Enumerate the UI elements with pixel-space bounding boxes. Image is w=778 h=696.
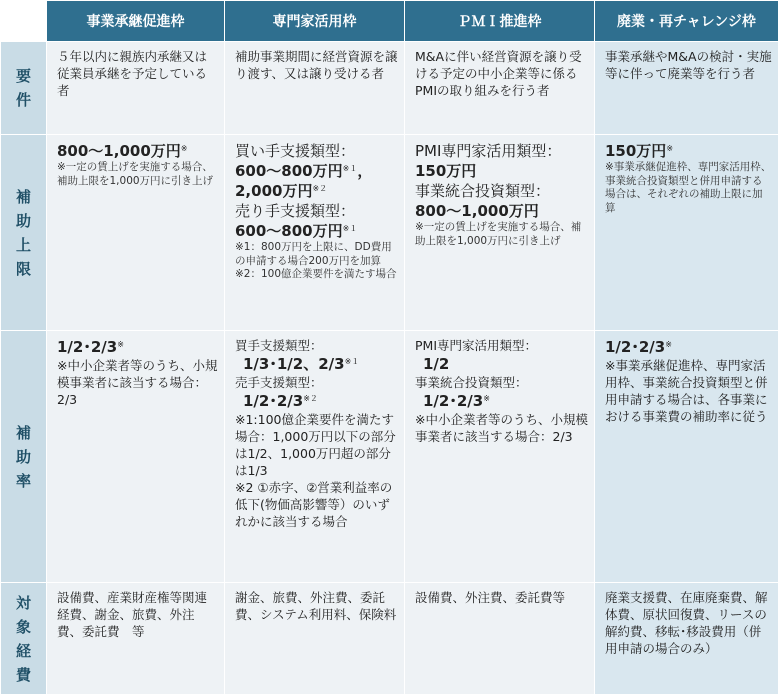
row-label-rate: 補助率 [1, 331, 47, 583]
cap-pmi [405, 135, 595, 331]
rate-succession [47, 331, 225, 583]
header-expert-utilization: 専門家活用枠 [225, 1, 405, 42]
cap-buy-amount-1: 600～800万円 [235, 162, 343, 180]
rate-value: 1/2･2/3 [57, 338, 118, 356]
cap-sell-amount: 600～800万円 [235, 222, 343, 240]
row-label-cost: 対象経費 [1, 583, 47, 695]
cap-note: ※一定の賃上げを実施する場合、補助上限を1,000万円に引き上げ [57, 161, 214, 187]
rate-note: ※中小企業者等のうち、小規模事業者に該当する場合：2/3 [57, 358, 218, 407]
cap-amount: 800～1,000万円 [57, 142, 181, 160]
req-expert: 補助事業期間に経営資源を譲り渡す、又は譲り受ける者 [225, 42, 405, 135]
rate-closure-mark: ※ [665, 339, 672, 349]
cap-expert-note-2: ※2：100億企業要件を満たす場合 [235, 268, 397, 280]
rate-pmi-value-2: 1/2･2/3 [423, 392, 484, 410]
rate-pmi-label-2: 事業統合投資類型： [415, 375, 528, 390]
cost-closure: 廃業支援費、在庫廃棄費、解体費、原状回復費、リースの解約費、移転･移設費用（併用申請の場合のみ） [595, 583, 778, 695]
cap-sell-mark: ※１ [342, 223, 358, 233]
rate-pmi-value-1: 1/2 [423, 355, 450, 373]
cap-pmi-label-2: 事業統合投資類型： [415, 182, 551, 200]
cap-expert: 買い手支援類型： 600～800万円$^{※1}$， 2,000万円$^{※2}$ 売り手支援類型： 600～800万円$^{※1}$ ※1：800万円を上限に、DD費用の申請する場合200万円を加算 ※2：100億企業要件を満たす場合 [225, 135, 405, 331]
header-row [1, 1, 778, 42]
requirements-row [1, 42, 778, 135]
rate-expert-note-1: ※1:100億企業要件を満たす場合：1,000万円以下の部分は1/2、1,000万円超の部分は1/3 [235, 412, 396, 478]
rate-row [1, 331, 778, 583]
cap-closure-mark: ※ [666, 143, 674, 153]
header-closure-rechallenge: 廃業・再チャレンジ枠 [595, 1, 778, 42]
cost-row [1, 583, 778, 695]
row-label-cap: 補助上限 [1, 135, 47, 331]
cap-pmi-amount-1: 150万円 [415, 162, 477, 180]
rate-expert [225, 331, 405, 583]
corner-cell [1, 1, 47, 42]
rate-closure [595, 331, 778, 583]
row-label-requirements: 要件 [1, 42, 47, 135]
rate-buy-label: 買手支援類型： [235, 338, 323, 353]
rate-pmi-mark-2: ※ [483, 393, 490, 403]
rate-expert-note-2: ※2 ①赤字、②営業利益率の低下(物価高影響等）のいずれかに該当する場合 [235, 480, 393, 529]
cap-buy-mark-1: ※１ [342, 163, 358, 173]
rate-sell-label: 売手支援類型： [235, 375, 323, 390]
cap-pmi-note: ※一定の賃上げを実施する場合、補助上限を1,000万円に引き上げ [415, 221, 582, 247]
cap-row [1, 135, 778, 331]
cap-buy-amount-2: 2,000万円 [235, 182, 313, 200]
rate-buy-mark: ※１ [344, 356, 360, 366]
rate-pmi-label-1: PMI専門家活用類型： [415, 338, 538, 353]
cap-closure [595, 135, 778, 331]
rate-sell-value: 1/2･2/3 [243, 392, 304, 410]
cap-sell-label: 売り手支援類型： [235, 202, 356, 220]
rate-closure-note: ※事業承継促進枠、専門家活用枠、事業統合投資類型と併用申請する場合は、各事業における事業費の補助率に従う [605, 358, 768, 424]
rate-buy-value: 1/3･1/2、2/3 [243, 355, 345, 373]
cap-buy-label: 買い手支援類型： [235, 142, 356, 160]
header-succession-promotion: 事業承継促進枠 [47, 1, 225, 42]
rate-closure-value: 1/2･2/3 [605, 338, 666, 356]
rate-pmi-note: ※中小企業者等のうち、小規模事業者に該当する場合：2/3 [415, 412, 588, 444]
cap-closure-note: ※事業承継促進枠、専門家活用枠、事業統合投資類型と併用申請する場合は、それぞれの補助上限に加算 [605, 161, 772, 214]
req-pmi: M&Aに伴い経営資源を譲り受ける予定の中小企業等に係るPMIの取り組みを行う者 [405, 42, 595, 135]
cap-expert-note-1: ※1：800万円を上限に、DD費用の申請する場合200万円を加算 [235, 241, 392, 267]
cap-buy-mark-2: ※２ [312, 183, 328, 193]
header-pmi-promotion: ＰＭＩ推進枠 [405, 1, 595, 42]
rate-sell-mark: ※２ [303, 393, 318, 403]
cap-closure-amount: 150万円 [605, 142, 667, 160]
cap-pmi-amount-2: 800～1,000万円 [415, 202, 539, 220]
req-succession: ５年以内に親族内承継又は従業員承継を予定している者 [47, 42, 225, 135]
cost-expert: 謝金、旅費、外注費、委託費、システム利用料、保険料 [225, 583, 405, 695]
cap-mark: ※ [180, 143, 188, 153]
cap-pmi-label-1: PMI専門家活用類型： [415, 142, 562, 160]
rate-pmi [405, 331, 595, 583]
cap-succession [47, 135, 225, 331]
cost-succession: 設備費、産業財産権等関連経費、謝金、旅費、外注費、委託費 等 [47, 583, 225, 695]
cost-pmi: 設備費、外注費、委託費等 [405, 583, 595, 695]
req-closure: 事業承継やM&Aの検討・実施等に伴って廃業等を行う者 [595, 42, 778, 135]
rate-mark: ※ [117, 339, 124, 349]
